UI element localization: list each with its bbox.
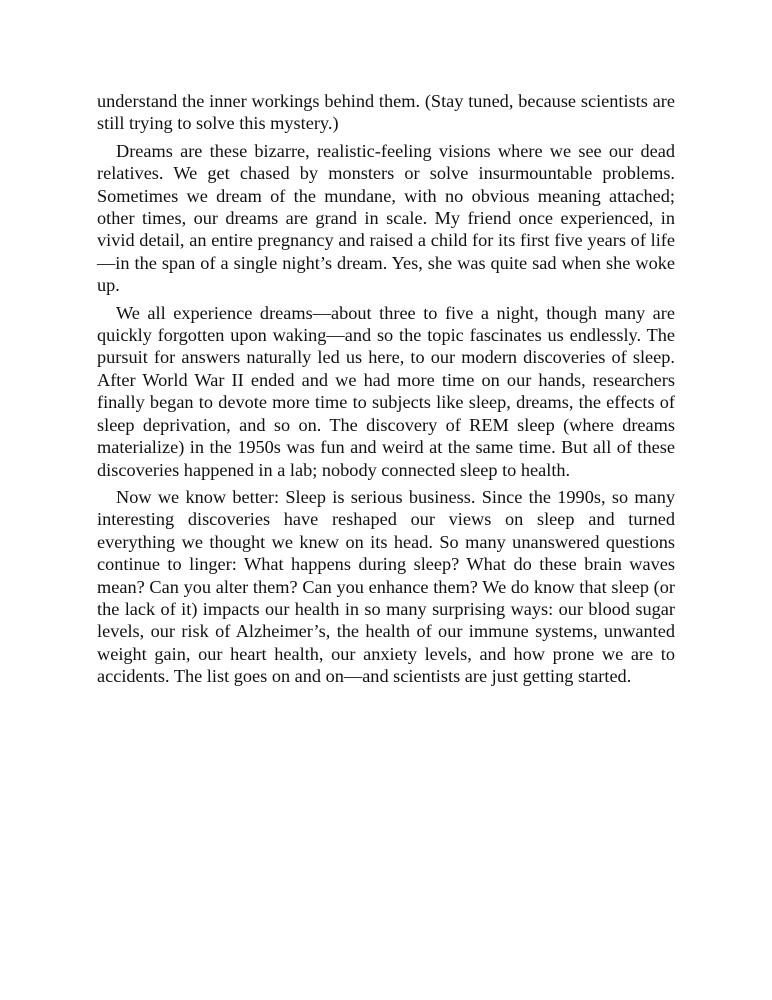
- document-page: [97, 90, 675, 693]
- paragraph-continued: understand the inner workings behind them. (Stay tuned, because scientists are still trying to solve this mystery.): [97, 91, 675, 134]
- paragraph-dreams: Dreams are these bizarre, realistic-feeling visions where we see our dead relatives. We get chased by monsters or solve insurmountable problems. Sometimes we dream of the mundane, with no obvious meaning attached; other times, our dreams are grand in scale. My friend once experienced, in vivid detail, an entire pregnancy and raised a child for its first five years of life—in the span of a single night’s dream. Yes, she was quite sad when she woke up.: [97, 140, 675, 296]
- paragraph-now-we-know: Now we know better: Sleep is serious business. Since the 1990s, so many interesting discoveries have reshaped our views on sleep and turned everything we thought we knew on its head. So many unanswered questions continue to linger: What happens during sleep? What do these brain waves mean? Can you alter them? Can you enhance them? We do know that sleep (or the lack of it) impacts our health in so many surprising ways: our blood sugar levels, our risk of Alzheimer’s, the health of our immune systems, unwanted weight gain, our heart health, our anxiety levels, and how prone we are to accidents. The list goes on and on—and scientists are just getting started.: [97, 486, 675, 687]
- paragraph-experience: We all experience dreams—about three to five a night, though many are quickly forgotten upon waking—and so the topic fascinates us endlessly. The pursuit for answers naturally led us here, to our modern discoveries of sleep. After World War II ended and we had more time on our hands, researchers finally began to devote more time to subjects like sleep, dreams, the effects of sleep deprivation, and so on. The discovery of REM sleep (where dreams materialize) in the 1950s was fun and weird at the same time. But all of these discoveries happened in a lab; nobody connected sleep to health.: [97, 302, 675, 480]
